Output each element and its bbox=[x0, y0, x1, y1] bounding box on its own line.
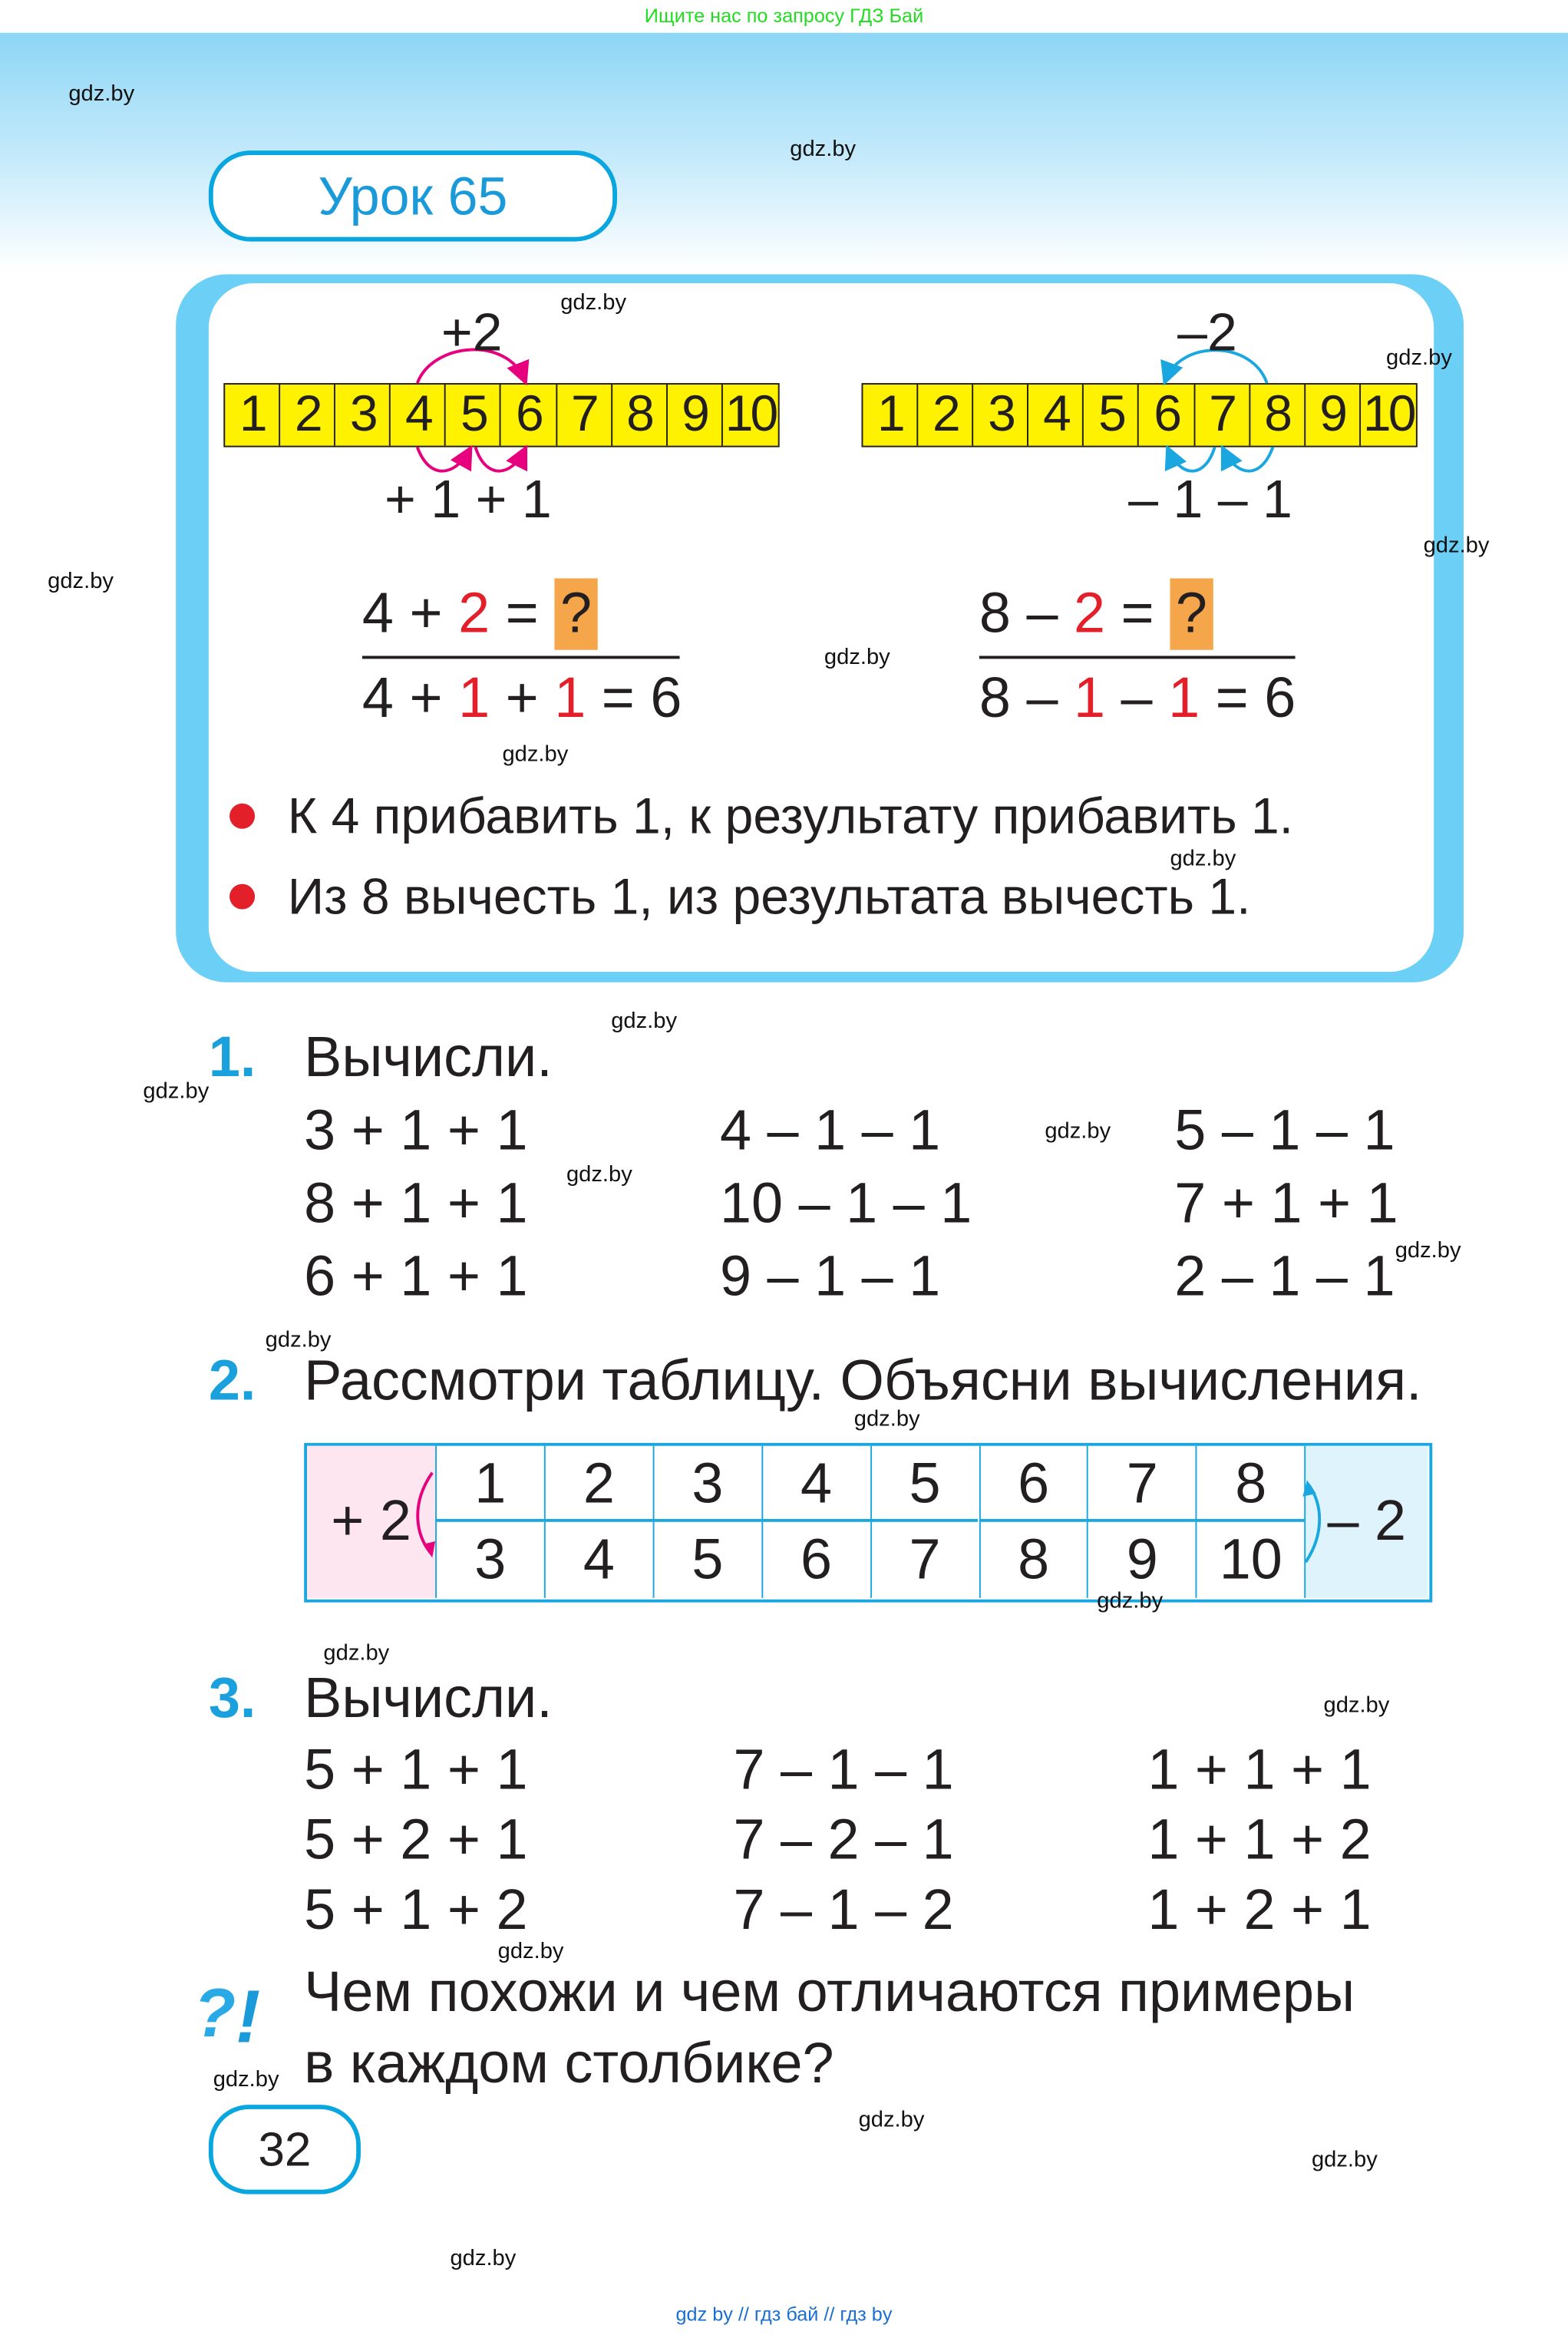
table-left-label: + 2 bbox=[307, 1446, 435, 1598]
divider-line bbox=[362, 655, 680, 659]
exercise-2-number: 2. bbox=[208, 1350, 256, 1414]
example: 5 + 2 + 1 bbox=[304, 1809, 528, 1873]
number-cell: 5 bbox=[1084, 385, 1140, 446]
watermark: gdz.by bbox=[497, 1938, 564, 1964]
divider-line bbox=[979, 655, 1296, 659]
watermark: gdz.by bbox=[1423, 533, 1490, 559]
number-cell: 2 bbox=[280, 385, 335, 446]
example: 10 – 1 – 1 bbox=[719, 1173, 972, 1236]
watermark: gdz.by bbox=[143, 1078, 210, 1105]
question-line-2: в каждом столбике? bbox=[304, 2033, 834, 2096]
number-cell: 7 bbox=[1195, 385, 1250, 446]
number-cell: 5 bbox=[446, 385, 501, 446]
watermark: gdz.by bbox=[1045, 1118, 1111, 1144]
watermark: gdz.by bbox=[1170, 846, 1236, 872]
exercise-1-number: 1. bbox=[208, 1027, 256, 1090]
example: 1 + 1 + 1 bbox=[1147, 1739, 1372, 1802]
unknown-box: ? bbox=[1170, 578, 1213, 649]
number-cell: 8 bbox=[1250, 385, 1306, 446]
table-top-cell: 3 bbox=[652, 1446, 761, 1522]
number-cell: 4 bbox=[391, 385, 446, 446]
table-bottom-cell: 10 bbox=[1196, 1522, 1305, 1598]
equation-left-bottom: 4 + 1 + 1 = 6 bbox=[361, 668, 682, 731]
search-banner[interactable]: Ищите нас по запросу ГДЗ Бай bbox=[0, 0, 1568, 33]
watermark: gdz.by bbox=[611, 1008, 678, 1034]
watermark: gdz.by bbox=[566, 1161, 632, 1187]
table-top-cell: 4 bbox=[761, 1446, 870, 1522]
table-bottom-cell: 6 bbox=[761, 1522, 870, 1598]
bullet-dot-icon bbox=[229, 803, 255, 828]
table-bottom-cell: 9 bbox=[1087, 1522, 1196, 1598]
table-top-cell: 6 bbox=[979, 1446, 1088, 1522]
watermark: gdz.by bbox=[1311, 2147, 1378, 2173]
example: 5 + 1 + 2 bbox=[304, 1879, 528, 1943]
number-cell: 3 bbox=[335, 385, 391, 446]
number-cell: 1 bbox=[863, 385, 918, 446]
watermark: gdz.by bbox=[48, 568, 114, 594]
example: 2 – 1 – 1 bbox=[1174, 1246, 1395, 1309]
svg-text:!: ! bbox=[235, 1974, 261, 2055]
footer-links[interactable]: gdz by // гдз бай // гдз by bbox=[675, 2303, 893, 2326]
example: 1 + 2 + 1 bbox=[1147, 1879, 1372, 1943]
example: 7 – 1 – 1 bbox=[733, 1739, 954, 1802]
watermark: gdz.by bbox=[853, 1406, 920, 1432]
label-minus-1-minus-1: – 1 – 1 bbox=[1128, 467, 1292, 530]
example: 1 + 1 + 2 bbox=[1147, 1809, 1372, 1873]
addition-subtraction-table bbox=[304, 1443, 1432, 1603]
table-top-cell: 7 bbox=[1087, 1446, 1196, 1522]
table-bottom-cell: 5 bbox=[652, 1522, 761, 1598]
number-cell: 10 bbox=[725, 385, 776, 443]
number-cell: 9 bbox=[668, 385, 723, 446]
table-bottom-cell: 4 bbox=[544, 1522, 653, 1598]
table-top-cell: 5 bbox=[870, 1446, 979, 1522]
watermark: gdz.by bbox=[213, 2066, 279, 2092]
equation-right-top: 8 – 2 = ? bbox=[979, 578, 1213, 649]
table-top-cell: 8 bbox=[1196, 1446, 1305, 1522]
number-cell: 8 bbox=[612, 385, 667, 446]
example: 7 – 2 – 1 bbox=[733, 1809, 954, 1873]
equation-left-top: 4 + 2 = ? bbox=[362, 578, 598, 649]
watermark: gdz.by bbox=[502, 741, 569, 768]
label-plus-1-plus-1: + 1 + 1 bbox=[385, 467, 552, 530]
table-bottom-cell: 3 bbox=[435, 1522, 544, 1598]
rule-bullet: К 4 прибавить 1, к результату прибавить 1. bbox=[229, 788, 1293, 847]
number-cell: 10 bbox=[1362, 385, 1414, 443]
exercise-2-title: Рассмотри таблицу. Объясни вычисления. bbox=[304, 1350, 1422, 1414]
lesson-title: Урок 65 bbox=[209, 150, 617, 241]
exercise-3-title: Вычисли. bbox=[304, 1668, 553, 1731]
watermark: gdz.by bbox=[858, 2107, 925, 2133]
watermark: gdz.by bbox=[824, 644, 890, 670]
number-cell: 6 bbox=[501, 385, 556, 446]
example: 8 + 1 + 1 bbox=[304, 1173, 528, 1236]
label-minus-2: –2 bbox=[1177, 301, 1237, 362]
table-right-label: – 2 bbox=[1304, 1446, 1428, 1598]
watermark: gdz.by bbox=[450, 2245, 517, 2271]
watermark: gdz.by bbox=[790, 136, 857, 162]
example: 7 + 1 + 1 bbox=[1174, 1173, 1398, 1236]
example: 7 – 1 – 2 bbox=[733, 1879, 954, 1943]
watermark: gdz.by bbox=[1386, 345, 1452, 371]
table-top-cell: 1 bbox=[435, 1446, 544, 1522]
example: 6 + 1 + 1 bbox=[304, 1246, 528, 1309]
table-arrows bbox=[304, 1443, 1432, 1603]
unknown-box: ? bbox=[554, 578, 598, 649]
watermark: gdz.by bbox=[1323, 1692, 1390, 1719]
example: 3 + 1 + 1 bbox=[304, 1100, 528, 1163]
number-cell: 1 bbox=[225, 385, 280, 446]
equation-right-bottom: 8 – 1 – 1 = 6 bbox=[979, 668, 1296, 731]
bullet-dot-icon bbox=[229, 883, 255, 909]
page-number: 32 bbox=[209, 2105, 361, 2194]
watermark: gdz.by bbox=[560, 289, 627, 315]
example: 5 + 1 + 1 bbox=[304, 1739, 528, 1802]
watermark: gdz.by bbox=[265, 1327, 332, 1353]
exercise-1-title: Вычисли. bbox=[304, 1027, 553, 1090]
watermark: gdz.by bbox=[1395, 1237, 1461, 1263]
label-plus-2: +2 bbox=[441, 301, 503, 362]
arrow-down-plus-2 bbox=[418, 1473, 432, 1555]
number-cell: 6 bbox=[1140, 385, 1195, 446]
number-cell: 4 bbox=[1029, 385, 1084, 446]
example: 9 – 1 – 1 bbox=[719, 1246, 941, 1309]
number-cell: 2 bbox=[918, 385, 973, 446]
rule-bullet: Из 8 вычесть 1, из результата вычесть 1. bbox=[229, 869, 1250, 927]
jump-arrows bbox=[0, 0, 1568, 596]
example: 4 – 1 – 1 bbox=[719, 1100, 941, 1163]
question-line-1: Чем похожи и чем отличаются примеры bbox=[304, 1961, 1355, 2025]
table-bottom-cell: 7 bbox=[870, 1522, 979, 1598]
watermark: gdz.by bbox=[68, 81, 135, 107]
exercise-3-number: 3. bbox=[208, 1668, 256, 1731]
question-exclamation-icon bbox=[191, 1970, 281, 2054]
watermark: gdz.by bbox=[323, 1640, 390, 1666]
number-cell: 7 bbox=[556, 385, 612, 446]
svg-text:?: ? bbox=[193, 1973, 236, 2051]
number-cell: 3 bbox=[973, 385, 1028, 446]
table-top-cell: 2 bbox=[544, 1446, 653, 1522]
number-cell: 9 bbox=[1306, 385, 1361, 446]
table-bottom-cell: 8 bbox=[979, 1522, 1088, 1598]
watermark: gdz.by bbox=[1097, 1588, 1164, 1614]
arrow-up-minus-2 bbox=[1306, 1484, 1319, 1562]
example: 5 – 1 – 1 bbox=[1174, 1100, 1395, 1163]
